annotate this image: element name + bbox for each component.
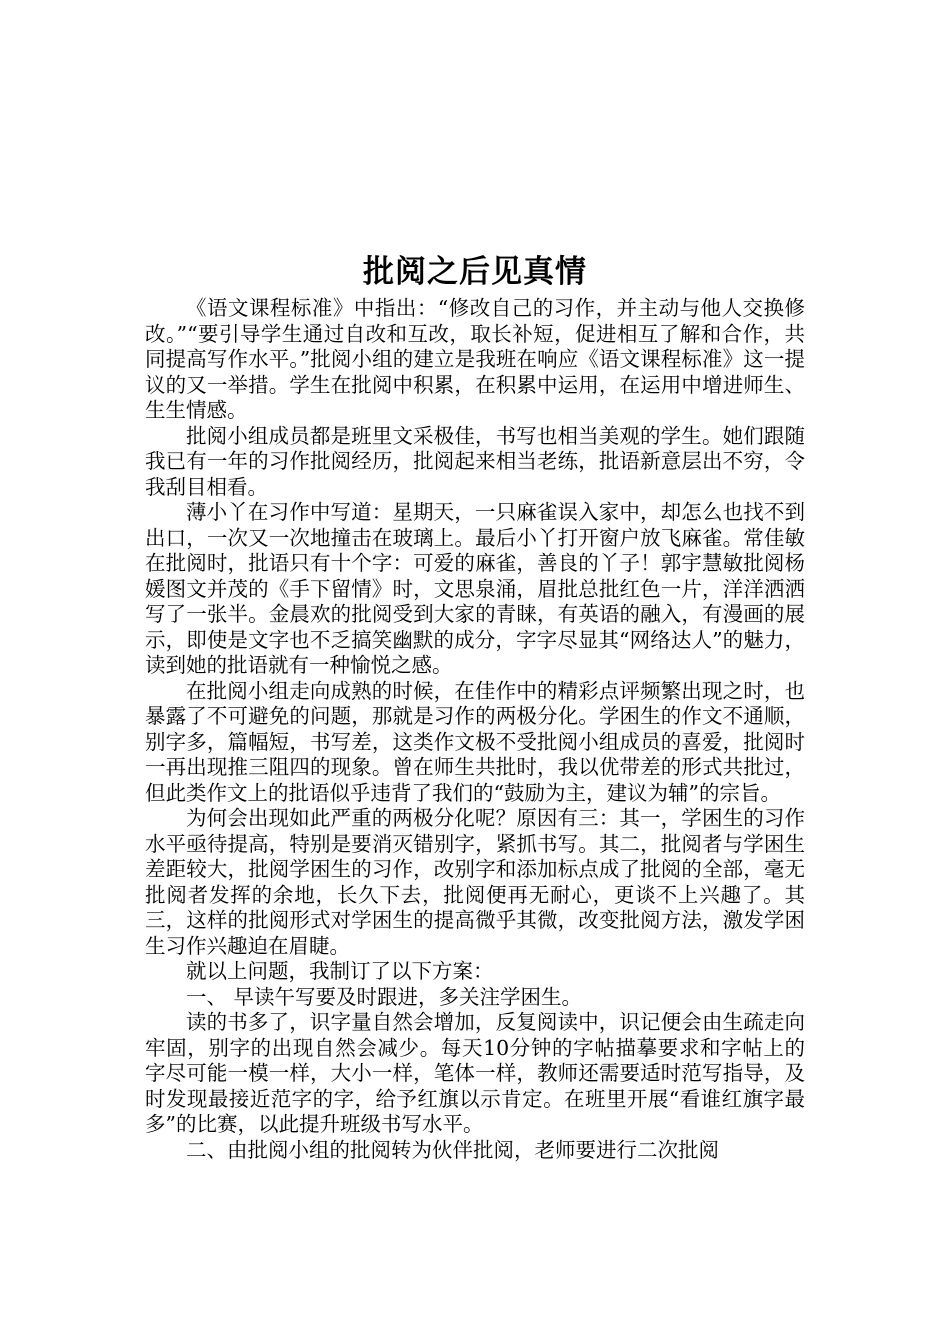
- paragraph-1: 《语文课程标准》中指出：“修改自己的习作，并主动与他人交换修改。”“要引导学生通过自改和互改，取长补短，促进相互了解和合作，共同提高写作水平。”批阅小组的建立是我班在响应《语文课程标准》这一提议的又一举措。学生在批阅中积累，在积累中运用，在运用中增进师生、生生情感。: [145, 296, 805, 422]
- document-title: 批阅之后见真情: [363, 254, 587, 290]
- paragraph-6: 就以上问题，我制订了以下方案：: [186, 959, 494, 983]
- paragraph-9: 二、由批阅小组的批阅转为伙伴批阅，老师要进行二次批阅: [186, 1137, 719, 1162]
- document-page: [145, 250, 805, 1163]
- paragraph-4: 在批阅小组走向成熟的时候，在佳作中的精彩点评频繁出现之时，也暴露了不可避免的问题，那就是习作的两极分化。学困生的作文不通顺，别字多，篇幅短，书写差，这类作文极不受批阅小组成员的喜爱，批阅时一再出现推三阻四的现象。曾在师生共批时，我以优带差的形式共批过，但此类作文上的批语似乎违背了我们的“鼓励为主，建议为辅”的宗旨。: [145, 678, 805, 805]
- paragraph-2: 批阅小组成员都是班里文采极佳，书写也相当美观的学生。她们跟随我已有一年的习作批阅经历，批阅起来相当老练，批语新意层出不穷，令我刮目相看。: [145, 423, 805, 499]
- paragraph-7: 一、 早读午写要及时跟进，多关注学困生。: [186, 984, 583, 1009]
- paragraph-5: 为何会出现如此严重的两极分化呢？原因有三：其一，学困生的习作水平亟待提高，特别是要消灭错别字，紧抓书写。其二，批阅者与学困生差距较大，批阅学困生的习作，改别字和添加标点成了批阅的全部，毫无批阅者发挥的余地，长久下去，批阅便再无耐心，更谈不上兴趣了。其三，这样的批阅形式对学困生的提高微乎其微，改变批阅方法，激发学困生习作兴趣迫在眉睫。: [145, 806, 805, 958]
- paragraph-8: 读的书多了，识字量自然会增加，反复阅读中，识记便会由生疏走向牢固，别字的出现自然会减少。每天10分钟的字帖描摹要求和字帖上的字尽可能一模一样，大小一样，笔体一样，教师还需要适时范写指导，及时发现最接近范字的字，给予红旗以示肯定。在班里开展“看谁红旗字最多”的比赛，以此提升班级书写水平。: [145, 1010, 805, 1136]
- paragraph-3: 薄小丫在习作中写道：星期天，一只麻雀误入家中，却怎么也找不到出口，一次又一次地撞击在玻璃上。最后小丫打开窗户放飞麻雀。常佳敏在批阅时，批语只有十个字：可爱的麻雀，善良的丫子！郭宇慧敏批阅杨媛图文并茂的《手下留情》时，文思泉涌，眉批总批红色一片，洋洋洒洒写了一张半。金晨欢的批阅受到大家的青睐，有英语的融入，有漫画的展示，即使是文字也不乏搞笑幽默的成分，字字尽显其“网络达人”的魅力，读到她的批语就有一种愉悦之感。: [145, 500, 805, 677]
